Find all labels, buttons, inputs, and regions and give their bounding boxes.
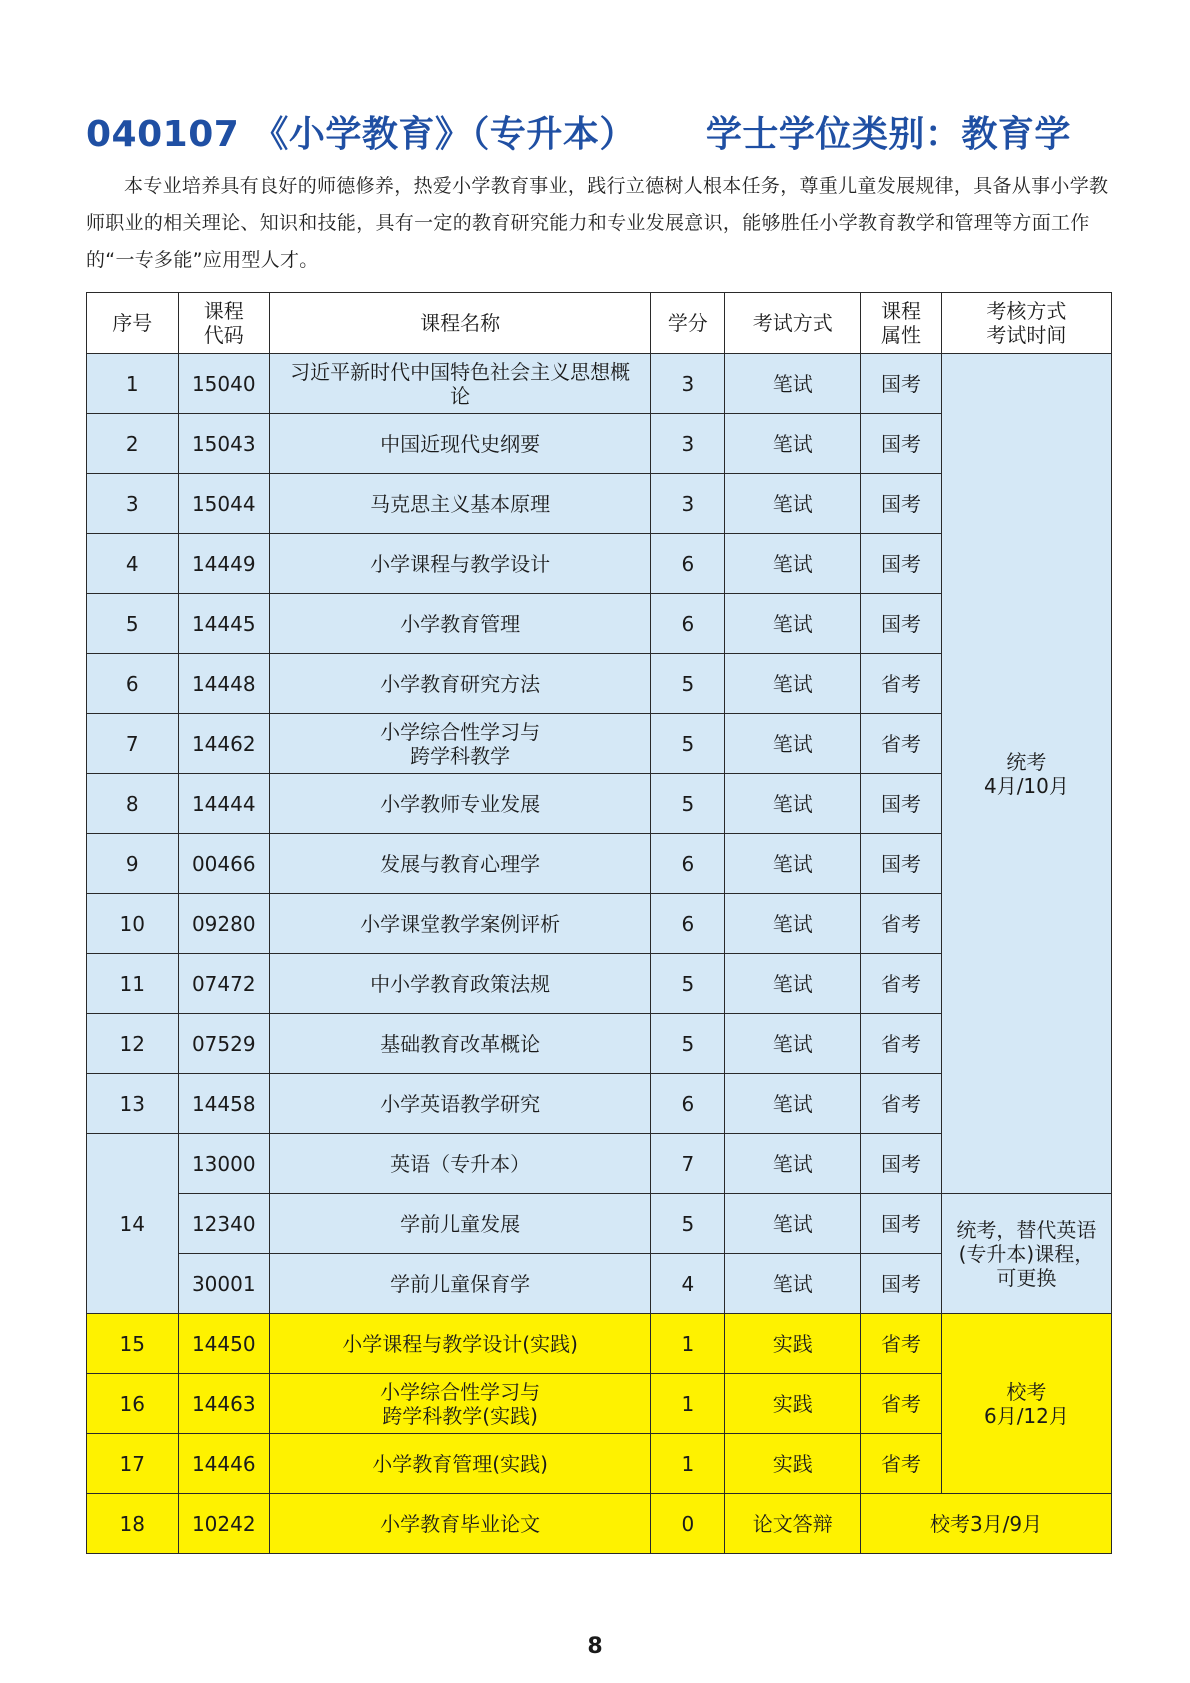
- course-name: 小学综合性学习与 跨学科教学(实践): [270, 1374, 651, 1434]
- course-name: 习近平新时代中国特色社会主义思想概 论: [270, 354, 651, 414]
- course-credit: 3: [651, 414, 725, 474]
- course-attribute: 国考: [861, 1194, 942, 1254]
- course-credit: 5: [651, 1014, 725, 1074]
- course-name: 小学教育管理(实践): [270, 1434, 651, 1494]
- course-name: 小学课堂教学案例评析: [270, 894, 651, 954]
- course-attribute: 省考: [861, 954, 942, 1014]
- row-index: 1: [87, 354, 179, 414]
- course-credit: 6: [651, 594, 725, 654]
- row-index: 5: [87, 594, 179, 654]
- course-credit: 6: [651, 894, 725, 954]
- course-name: 中国近现代史纲要: [270, 414, 651, 474]
- course-name: 小学课程与教学设计: [270, 534, 651, 594]
- row-index: 14: [87, 1134, 179, 1314]
- header-exam-type: 考试方式: [725, 293, 861, 354]
- course-attribute: 国考: [861, 834, 942, 894]
- course-code: 14446: [178, 1434, 270, 1494]
- course-name: 小学英语教学研究: [270, 1074, 651, 1134]
- course-code: 07529: [178, 1014, 270, 1074]
- course-code: 14444: [178, 774, 270, 834]
- course-name: 马克思主义基本原理: [270, 474, 651, 534]
- header-credit: 学分: [651, 293, 725, 354]
- program-introduction: 本专业培养具有良好的师德修养，热爱小学教育事业，践行立德树人根本任务，尊重儿童发展规律，具备从事小学教师职业的相关理论、知识和技能，具有一定的教育研究能力和专业发展意识，能够胜任小学教育教学和管理等方面工作的“一专多能”应用型人才。: [86, 175, 1109, 271]
- page-title: [86, 106, 1071, 157]
- row-index: 6: [87, 654, 179, 714]
- course-code: 12340: [178, 1194, 270, 1254]
- table-header-row: [87, 293, 1112, 354]
- course-credit: 3: [651, 474, 725, 534]
- exam-type: 笔试: [725, 594, 861, 654]
- course-credit: 5: [651, 1194, 725, 1254]
- course-credit: 5: [651, 774, 725, 834]
- course-credit: 3: [651, 354, 725, 414]
- row-index: 15: [87, 1314, 179, 1374]
- header-course-name: 课程名称: [270, 293, 651, 354]
- course-attribute: 省考: [861, 654, 942, 714]
- course-credit: 0: [651, 1494, 725, 1554]
- exam-type: 笔试: [725, 1134, 861, 1194]
- course-credit: 1: [651, 1374, 725, 1434]
- course-code: 30001: [178, 1254, 270, 1314]
- course-attribute: 国考: [861, 534, 942, 594]
- course-code: 15044: [178, 474, 270, 534]
- row-index: 9: [87, 834, 179, 894]
- course-attribute: 国考: [861, 1254, 942, 1314]
- course-code: 15040: [178, 354, 270, 414]
- course-name: 发展与教育心理学: [270, 834, 651, 894]
- course-code: 09280: [178, 894, 270, 954]
- exam-type: 笔试: [725, 834, 861, 894]
- course-name: 小学教师专业发展: [270, 774, 651, 834]
- header-course-attribute: 课程 属性: [861, 293, 942, 354]
- course-name: 中小学教育政策法规: [270, 954, 651, 1014]
- header-index: 序号: [87, 293, 179, 354]
- course-credit: 1: [651, 1434, 725, 1494]
- course-name: 学前儿童保育学: [270, 1254, 651, 1314]
- course-attribute: 国考: [861, 1134, 942, 1194]
- exam-type: 笔试: [725, 1194, 861, 1254]
- exam-type: 笔试: [725, 414, 861, 474]
- row-index: 8: [87, 774, 179, 834]
- course-name: 小学教育研究方法: [270, 654, 651, 714]
- course-code: 10242: [178, 1494, 270, 1554]
- course-table: [86, 292, 1112, 1554]
- course-attribute: 省考: [861, 714, 942, 774]
- course-attribute: 国考: [861, 354, 942, 414]
- course-code: 14458: [178, 1074, 270, 1134]
- course-name: 小学教育毕业论文: [270, 1494, 651, 1554]
- exam-type: 实践: [725, 1314, 861, 1374]
- course-credit: 5: [651, 954, 725, 1014]
- course-code: 13000: [178, 1134, 270, 1194]
- course-code: 15043: [178, 414, 270, 474]
- header-assessment-schedule: 考核方式 考试时间: [941, 293, 1111, 354]
- row-index: 4: [87, 534, 179, 594]
- course-attribute: 省考: [861, 1434, 942, 1494]
- course-name: 学前儿童发展: [270, 1194, 651, 1254]
- table-row: [87, 1314, 1112, 1374]
- row-index: 10: [87, 894, 179, 954]
- course-attribute: 省考: [861, 894, 942, 954]
- row-index: 17: [87, 1434, 179, 1494]
- course-attribute: 省考: [861, 1374, 942, 1434]
- course-code: 14445: [178, 594, 270, 654]
- course-name: 基础教育改革概论: [270, 1014, 651, 1074]
- course-credit: 5: [651, 714, 725, 774]
- degree-category: 学士学位类别：教育学: [705, 114, 1071, 155]
- course-credit: 6: [651, 834, 725, 894]
- course-attribute: 省考: [861, 1314, 942, 1374]
- exam-type: 笔试: [725, 534, 861, 594]
- table-row: [87, 354, 1112, 414]
- course-name: 小学课程与教学设计(实践): [270, 1314, 651, 1374]
- table-row: [87, 1194, 1112, 1254]
- exam-type: 笔试: [725, 1074, 861, 1134]
- assessment-schedule: 校考 6月/12月: [941, 1314, 1111, 1494]
- course-code: 14463: [178, 1374, 270, 1434]
- course-credit: 7: [651, 1134, 725, 1194]
- exam-type: 笔试: [725, 1254, 861, 1314]
- course-name: 英语（专升本）: [270, 1134, 651, 1194]
- row-index: 18: [87, 1494, 179, 1554]
- course-attribute-schedule: 校考3月/9月: [861, 1494, 1112, 1554]
- exam-type: 笔试: [725, 714, 861, 774]
- exam-type: 论文答辩: [725, 1494, 861, 1554]
- course-credit: 6: [651, 1074, 725, 1134]
- course-attribute: 国考: [861, 774, 942, 834]
- course-name: 小学综合性学习与 跨学科教学: [270, 714, 651, 774]
- course-credit: 4: [651, 1254, 725, 1314]
- page-number: 8: [587, 1634, 603, 1659]
- course-name: 小学教育管理: [270, 594, 651, 654]
- exam-type: 笔试: [725, 654, 861, 714]
- course-code: 14462: [178, 714, 270, 774]
- exam-type: 笔试: [725, 474, 861, 534]
- program-code-name: 040107 《小学教育》（专升本）: [86, 114, 636, 155]
- course-code: 00466: [178, 834, 270, 894]
- header-course-code: 课程 代码: [178, 293, 270, 354]
- row-index: 16: [87, 1374, 179, 1434]
- row-index: 13: [87, 1074, 179, 1134]
- assessment-schedule: 统考，替代英语 (专升本)课程， 可更换: [941, 1194, 1111, 1314]
- course-credit: 1: [651, 1314, 725, 1374]
- table-row: [87, 1494, 1112, 1554]
- exam-type: 笔试: [725, 954, 861, 1014]
- exam-type: 笔试: [725, 1014, 861, 1074]
- row-index: 12: [87, 1014, 179, 1074]
- course-attribute: 省考: [861, 1014, 942, 1074]
- exam-type: 实践: [725, 1374, 861, 1434]
- row-index: 11: [87, 954, 179, 1014]
- course-code: 14448: [178, 654, 270, 714]
- exam-type: 实践: [725, 1434, 861, 1494]
- row-index: 2: [87, 414, 179, 474]
- course-code: 07472: [178, 954, 270, 1014]
- exam-type: 笔试: [725, 354, 861, 414]
- assessment-schedule: 统考 4月/10月: [941, 354, 1111, 1194]
- course-code: 14450: [178, 1314, 270, 1374]
- course-attribute: 国考: [861, 414, 942, 474]
- row-index: 7: [87, 714, 179, 774]
- exam-type: 笔试: [725, 894, 861, 954]
- course-attribute: 国考: [861, 594, 942, 654]
- course-attribute: 省考: [861, 1074, 942, 1134]
- row-index: 3: [87, 474, 179, 534]
- course-attribute: 国考: [861, 474, 942, 534]
- course-credit: 5: [651, 654, 725, 714]
- course-code: 14449: [178, 534, 270, 594]
- exam-type: 笔试: [725, 774, 861, 834]
- course-credit: 6: [651, 534, 725, 594]
